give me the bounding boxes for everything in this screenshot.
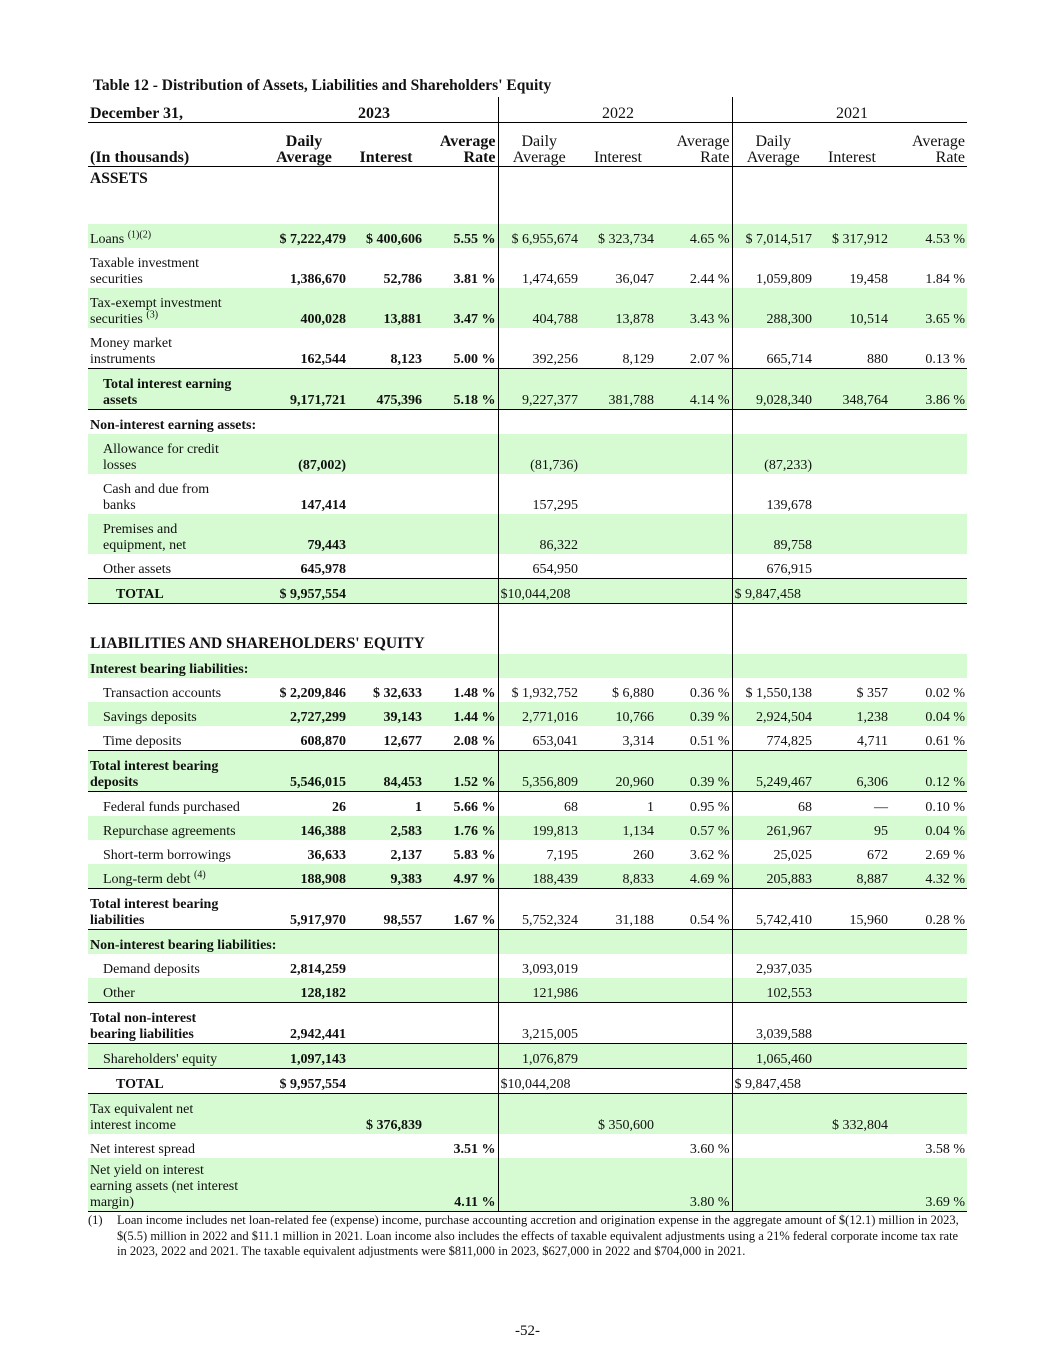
table-row — [88, 791, 967, 816]
table-cell-value: 2.69 % — [925, 847, 965, 863]
table-cell-value: 3,215,005 — [498, 1002, 580, 1043]
table-row — [88, 978, 967, 1003]
table-cell-value: 20,960 — [580, 750, 656, 791]
table-cell-value: 2,771,016 — [498, 702, 580, 726]
table-cell-value: $ 400,606 — [366, 232, 422, 247]
table-cell-value: 3.65 % — [925, 312, 965, 327]
table-cell-value: 1 — [647, 799, 654, 815]
table-cell-value: 79,443 — [307, 538, 346, 553]
footnote-mark: (1) — [88, 1213, 103, 1227]
table-cell-value: 676,915 — [732, 554, 814, 579]
table-cell-value: 89,758 — [732, 514, 814, 554]
table-cell-value: 2,727,299 — [290, 709, 346, 725]
assets-heading: ASSETS — [90, 170, 148, 187]
page-number: -52- — [515, 1323, 540, 1339]
table-cell-value: 3,093,019 — [498, 954, 580, 978]
table-cell-value: 3,039,588 — [732, 1002, 814, 1043]
table-row — [88, 1043, 967, 1068]
table-cell-value: $ 7,222,479 — [279, 232, 346, 247]
table-cell-value: 0.12 % — [890, 750, 967, 791]
row-label: Premises and equipment, net — [103, 522, 187, 553]
row-label: Money market instruments — [90, 336, 173, 367]
table-cell-value: 1.76 % — [453, 823, 496, 839]
table-row — [88, 514, 967, 554]
table-cell-value: $ 9,847,458 — [732, 579, 814, 604]
table-row-total — [88, 750, 967, 791]
table-cell-value: 205,883 — [732, 864, 814, 889]
col-average-rate-2022: Average Rate — [656, 123, 732, 167]
table-cell-value: 36,633 — [307, 847, 346, 863]
row-label: Short-term borrowings — [103, 847, 231, 863]
col-average-rate-2023: Average Rate — [424, 123, 498, 167]
table-cell-value: (87,002) — [298, 458, 346, 473]
table-cell-value: 0.36 % — [689, 685, 730, 701]
table-cell-value: 1.67 % — [424, 888, 498, 929]
table-cell-value: 0.13 % — [925, 352, 965, 367]
table-row — [88, 816, 967, 840]
row-label: Loans $^{(1)(2)}$ — [90, 229, 152, 247]
table-cell-value: 3.51 % — [453, 1141, 496, 1157]
table-cell-value: 4.69 % — [689, 871, 730, 887]
row-label: Tax-exempt investment securities $^{(3)}$ — [90, 296, 222, 327]
year-2022: 2022 — [580, 97, 656, 123]
table-cell-value: 6,306 — [814, 750, 890, 791]
distribution-table — [88, 97, 967, 1212]
table-cell-value: (81,736) — [498, 434, 580, 474]
table-cell-value: $ 6,955,674 — [498, 224, 580, 248]
table-cell-value: 12,677 — [383, 733, 422, 749]
table-cell-value: 608,870 — [300, 733, 346, 749]
row-label: Total interest earning assets — [88, 369, 260, 410]
table-row — [88, 1134, 967, 1158]
table-row — [88, 1158, 967, 1212]
table-cell-value: 121,986 — [498, 978, 580, 1003]
table-cell-value: 15,960 — [814, 888, 890, 929]
table-row — [88, 864, 967, 889]
section-liabilities — [88, 604, 967, 654]
table-cell-value: $ 332,804 — [832, 1117, 888, 1133]
col-interest-2021: Interest — [814, 123, 890, 167]
table-cell-value: 0.10 % — [925, 799, 965, 815]
table-cell-value: — — [874, 799, 888, 815]
row-label: Total interest bearing liabilities — [88, 888, 260, 929]
table-cell-value: 3.86 % — [890, 369, 967, 410]
col-daily-average-2023: Daily Average — [260, 123, 348, 167]
table-cell-value: 3.62 % — [689, 847, 730, 863]
table-cell-value: 146,388 — [300, 823, 346, 839]
table-cell-value: 1,076,879 — [498, 1043, 580, 1068]
table-cell-value: 4.53 % — [925, 232, 965, 247]
table-cell-value: $ 350,600 — [598, 1117, 654, 1133]
table-cell-value: 3.69 % — [890, 1158, 967, 1212]
row-label: Long-term debt $^{(4)}$ — [103, 868, 206, 887]
table-cell-value: 86,322 — [498, 514, 580, 554]
table-cell-value: 102,553 — [732, 978, 814, 1003]
col-daily-average-2022: Daily Average — [498, 123, 580, 167]
table-cell-value: 2.08 % — [453, 733, 496, 749]
table-cell-value: 2,924,504 — [732, 702, 814, 726]
table-cell-value: 1,386,670 — [290, 272, 346, 287]
table-cell-value: 0.61 % — [925, 733, 965, 749]
table-cell-value: 5.66 % — [453, 799, 496, 815]
table-cell-value: 2,583 — [390, 823, 422, 839]
table-cell-value: 1,065,460 — [732, 1043, 814, 1068]
table-row — [88, 954, 967, 978]
table-cell-value: 13,881 — [383, 312, 422, 327]
table-cell-value: 5,249,467 — [732, 750, 814, 791]
table-cell-value: 4.11 % — [424, 1158, 498, 1212]
year-2021: 2021 — [814, 97, 890, 123]
table-cell-value: $ 357 — [856, 685, 888, 701]
table-cell-value: 5,356,809 — [498, 750, 580, 791]
table-cell-value: 3.60 % — [689, 1141, 730, 1157]
table-cell-value: 665,714 — [732, 328, 814, 369]
table-cell-value: 672 — [867, 847, 888, 863]
table-cell-value: $ 317,912 — [832, 232, 888, 247]
table-cell-value: 5.83 % — [453, 847, 496, 863]
table-cell-value: 95 — [874, 823, 888, 839]
table-cell-value: 400,028 — [300, 312, 346, 327]
table-cell-value: 8,129 — [622, 352, 654, 367]
date-label: December 31, — [88, 97, 260, 123]
row-label: Federal funds purchased — [103, 799, 240, 815]
table-cell-value: $ 2,209,846 — [279, 685, 346, 701]
row-label: TOTAL — [88, 579, 260, 604]
table-cell-value: 645,978 — [300, 562, 346, 577]
section-non-interest-bearing-liabilities — [88, 929, 967, 954]
row-label: Other assets — [103, 562, 172, 577]
row-label: Shareholders' equity — [103, 1051, 218, 1067]
table-cell-value: 0.39 % — [656, 750, 732, 791]
table-cell-value: 199,813 — [498, 816, 580, 840]
table-row — [88, 248, 967, 288]
table-cell-value: 3.80 % — [656, 1158, 732, 1212]
table-cell-value: 0.51 % — [689, 733, 730, 749]
table-row — [88, 678, 967, 702]
table-cell-value: $ 7,014,517 — [732, 224, 814, 248]
table-row-total — [88, 888, 967, 929]
table-cell-value: $ 376,839 — [366, 1117, 422, 1133]
row-label: Cash and due from banks — [103, 482, 210, 513]
table-cell-value: 8,123 — [390, 352, 422, 367]
table-cell-value: $ 323,734 — [598, 232, 654, 247]
table-cell-value: 10,766 — [615, 709, 654, 725]
table-cell-value: 392,256 — [498, 328, 580, 369]
table-row — [88, 1093, 967, 1134]
table-cell-value: 10,514 — [849, 312, 888, 327]
table-cell-value: 4.32 % — [925, 871, 965, 887]
table-cell-value: 8,887 — [856, 871, 888, 887]
table-cell-value: 0.95 % — [689, 799, 730, 815]
footnote — [88, 1213, 968, 1260]
subheading: Non-interest earning assets: — [90, 418, 257, 433]
table-cell-value: 0.04 % — [925, 709, 965, 725]
table-cell-value: 1 — [415, 799, 422, 815]
table-row — [88, 224, 967, 248]
table-cell-value: 9,383 — [390, 871, 422, 887]
table-cell-value: 147,414 — [300, 498, 346, 513]
table-cell-value: 31,188 — [580, 888, 656, 929]
table-cell-value: $10,044,208 — [498, 579, 580, 604]
col-average-rate-2021: Average Rate — [890, 123, 967, 167]
table-cell-value: 4.14 % — [656, 369, 732, 410]
table-cell-value: $ 32,633 — [373, 685, 422, 701]
table-cell-value: 381,788 — [580, 369, 656, 410]
table-cell-value: 3.47 % — [453, 312, 496, 327]
table-cell-value: 5.55 % — [453, 232, 496, 247]
table-cell-value: 1,059,809 — [732, 248, 814, 288]
table-cell-value: 3.81 % — [453, 272, 496, 287]
table-row-total — [88, 1002, 967, 1043]
table-cell-value: 260 — [633, 847, 654, 863]
row-label: Total non-interest bearing liabilities — [88, 1002, 260, 1043]
table-cell-value: $ 6,880 — [612, 685, 654, 701]
table-cell-value: 653,041 — [498, 726, 580, 751]
section-non-interest-earning-assets — [88, 410, 967, 435]
table-cell-value: 162,544 — [300, 352, 346, 367]
table-row — [88, 840, 967, 864]
table-row — [88, 328, 967, 369]
table-cell-value: 0.39 % — [689, 709, 730, 725]
table-row-total — [88, 369, 967, 410]
table-cell-value: $10,044,208 — [498, 1068, 580, 1093]
table-cell-value: 2.07 % — [689, 352, 730, 367]
row-label: Demand deposits — [103, 961, 200, 977]
table-cell-value: 19,458 — [849, 272, 888, 287]
table-cell-value: 7,195 — [498, 840, 580, 864]
table-cell-value: 0.28 % — [890, 888, 967, 929]
table-cell-value: 128,182 — [300, 985, 346, 1001]
table-cell-value: 39,143 — [383, 709, 422, 725]
table-cell-value: 4.97 % — [453, 871, 496, 887]
table-cell-value: 0.54 % — [656, 888, 732, 929]
table-cell-value: 9,171,721 — [260, 369, 348, 410]
table-cell-value: 2.44 % — [689, 272, 730, 287]
table-cell-value: 25,025 — [732, 840, 814, 864]
table-cell-value: 139,678 — [732, 474, 814, 514]
row-label: Tax equivalent net interest income — [90, 1101, 194, 1133]
table-row — [88, 288, 967, 328]
table-row — [88, 434, 967, 474]
table-cell-value: 5,752,324 — [498, 888, 580, 929]
table-title: Table 12 - Distribution of Assets, Liabilities and Shareholders' Equity — [93, 77, 552, 94]
table-cell-value: 36,047 — [615, 272, 654, 287]
header-columns-row — [88, 123, 967, 167]
table-cell-value: 774,825 — [732, 726, 814, 751]
table-cell-value: 52,786 — [383, 272, 422, 287]
header-years-row — [88, 97, 967, 123]
table-cell-value: $ 9,847,458 — [732, 1068, 814, 1093]
table-cell-value: $ 1,550,138 — [732, 678, 814, 702]
table-cell-value: 1.44 % — [453, 709, 496, 725]
table-row — [88, 554, 967, 579]
table-cell-value: 1.52 % — [424, 750, 498, 791]
year-2023: 2023 — [348, 97, 424, 123]
table-cell-value: 84,453 — [348, 750, 424, 791]
section-assets — [88, 167, 967, 225]
footnote-text: Loan income includes net loan-related fee (expense) income, purchase accounting accretion and origination expense in the aggregate amount of $(12.1) million in 2023, $(5.5) million in 2022 and $11.1 million in 2021. Loan income also includes the effects of taxable equivalent adjustments using a 21% federal corporate income tax rate in 2023, 2022 and 2021. The taxable equivalent adjustments were $811,000 in 2023, $627,000 in 2022 and $704,000 in 2021. — [117, 1213, 959, 1258]
col-interest-2023: Interest — [348, 123, 424, 167]
table-cell-value: 5.18 % — [424, 369, 498, 410]
row-label: Repurchase agreements — [103, 823, 236, 839]
table-cell-value: 2,937,035 — [732, 954, 814, 978]
table-cell-value: 1,238 — [856, 709, 888, 725]
table-cell-value: 475,396 — [348, 369, 424, 410]
row-label: Allowance for credit losses — [103, 442, 219, 473]
row-label: Net interest spread — [90, 1141, 195, 1157]
table-cell-value: 26 — [332, 799, 346, 815]
table-cell-value: 188,439 — [498, 864, 580, 889]
table-cell-value: 3.43 % — [689, 312, 730, 327]
table-cell-value: 1,474,659 — [498, 248, 580, 288]
table-row — [88, 726, 967, 751]
table-cell-value: 4,711 — [857, 733, 888, 749]
section-interest-bearing-liabilities — [88, 654, 967, 678]
table-cell-value: 0.04 % — [925, 823, 965, 839]
subheading: Non-interest bearing liabilities: — [90, 937, 277, 953]
liabilities-heading: LIABILITIES AND SHAREHOLDERS' EQUITY — [90, 634, 425, 652]
row-label: Total interest bearing deposits — [88, 750, 260, 791]
table-cell-value: 3.58 % — [925, 1141, 965, 1157]
row-label: Time deposits — [103, 733, 182, 749]
table-cell-value: 5,917,970 — [260, 888, 348, 929]
table-cell-value: 654,950 — [498, 554, 580, 579]
table-row-total — [88, 1068, 967, 1093]
units-label: (In thousands) — [88, 123, 260, 167]
table-cell-value: 1.48 % — [453, 685, 496, 701]
table-cell-value: 9,028,340 — [732, 369, 814, 410]
table-cell-value: 880 — [867, 352, 888, 367]
table-cell-value: $ 1,932,752 — [498, 678, 580, 702]
table-cell-value: 188,908 — [300, 871, 346, 887]
table-cell-value: 288,300 — [732, 288, 814, 328]
table-cell-value: 1,097,143 — [290, 1051, 346, 1067]
table-cell-value: 2,814,259 — [290, 961, 346, 977]
table-cell-value: 0.02 % — [925, 685, 965, 701]
table-row-total — [88, 579, 967, 604]
table-cell-value: 13,878 — [615, 312, 654, 327]
table-row — [88, 474, 967, 514]
table-cell-value: 0.57 % — [689, 823, 730, 839]
table-cell-value: 2,942,441 — [260, 1002, 348, 1043]
table-cell-value: 2,137 — [390, 847, 422, 863]
row-label: Savings deposits — [103, 709, 197, 725]
table-cell-value: 157,295 — [498, 474, 580, 514]
table-cell-value: 5.00 % — [453, 352, 496, 367]
col-interest-2022: Interest — [580, 123, 656, 167]
table-cell-value: 3,314 — [622, 733, 654, 749]
table-cell-value: 5,742,410 — [732, 888, 814, 929]
row-label: Other — [103, 985, 135, 1001]
row-label: Net yield on interest earning assets (net interest margin) — [88, 1158, 260, 1212]
table-cell-value: 9,227,377 — [498, 369, 580, 410]
table-cell-value: 1.84 % — [925, 272, 965, 287]
col-daily-average-2021: Daily Average — [732, 123, 814, 167]
table-cell-value: $ 9,957,554 — [260, 579, 348, 604]
table-cell-value: $ 9,957,554 — [260, 1068, 348, 1093]
table-cell-value: 1,134 — [622, 823, 654, 839]
table-cell-value: 404,788 — [498, 288, 580, 328]
row-label: TOTAL — [88, 1068, 260, 1093]
table-cell-value: 68 — [732, 791, 814, 816]
table-cell-value: 98,557 — [348, 888, 424, 929]
row-label: Taxable investment securities — [90, 256, 200, 287]
row-label: Transaction accounts — [103, 685, 222, 701]
table-cell-value: 4.65 % — [689, 232, 730, 247]
table-cell-value: 8,833 — [622, 871, 654, 887]
table-cell-value: 5,546,015 — [260, 750, 348, 791]
table-cell-value: 348,764 — [814, 369, 890, 410]
table-row — [88, 702, 967, 726]
table-cell-value: 261,967 — [732, 816, 814, 840]
subheading: Interest bearing liabilities: — [90, 661, 249, 677]
table-cell-value: 68 — [498, 791, 580, 816]
table-cell-value: (87,233) — [732, 434, 814, 474]
